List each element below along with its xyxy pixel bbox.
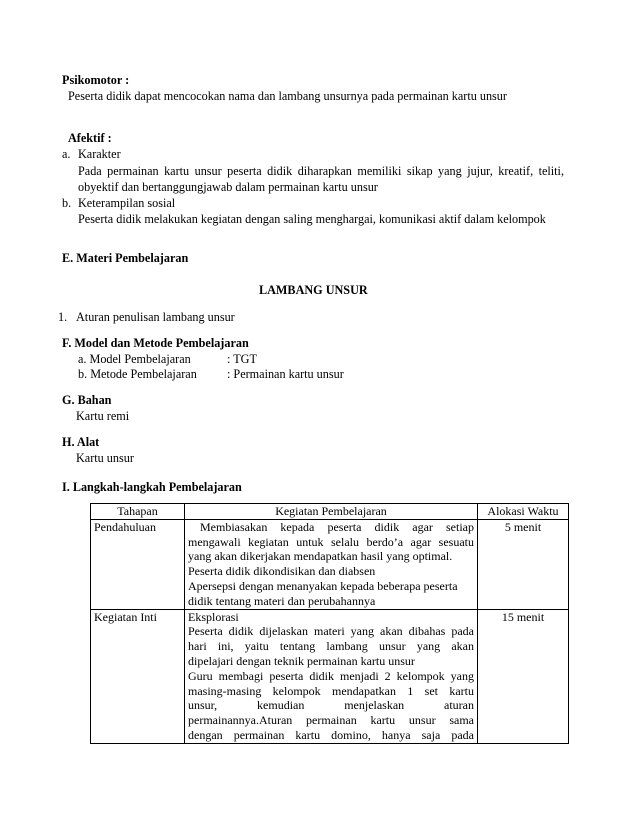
table-row bbox=[91, 609, 569, 743]
langkah-heading: I. Langkah-langkah Pembelajaran bbox=[62, 480, 242, 494]
kegiatan-line: Peserta didik dikondisikan dan diabsen bbox=[188, 564, 376, 579]
bahan-heading: G. Bahan bbox=[62, 393, 112, 407]
model-row-label-1: a. Model Pembelajaran bbox=[78, 352, 191, 366]
materi-item-marker: 1. bbox=[58, 310, 68, 324]
model-row-value-1: : TGT bbox=[227, 352, 257, 366]
row-waktu-inti: 15 menit bbox=[478, 609, 569, 743]
kegiatan-line: Eksplorasi bbox=[188, 609, 239, 624]
model-heading: F. Model dan Metode Pembelajaran bbox=[62, 336, 249, 350]
bahan-text: Kartu remi bbox=[76, 409, 130, 423]
kegiatan-line: mengawali kegiatan untuk selalu berdo’a agar sesuatu bbox=[188, 534, 474, 549]
row-tahapan-inti: Kegiatan Inti bbox=[91, 609, 185, 743]
materi-heading: E. Materi Pembelajaran bbox=[62, 251, 189, 265]
kegiatan-table bbox=[90, 503, 569, 744]
model-row-label-2: b. Metode Pembelajaran bbox=[78, 367, 197, 381]
afektif-item-marker-a: a. bbox=[62, 147, 71, 161]
afektif-item-title-sosial: Keterampilan sosial bbox=[78, 196, 176, 210]
column-header-alokasi: Alokasi Waktu bbox=[478, 504, 569, 520]
kegiatan-line: Membiasakan kepada peserta didik agar setiap bbox=[200, 519, 474, 534]
row-waktu-pendahuluan: 5 menit bbox=[478, 519, 569, 609]
afektif-item-marker-b: b. bbox=[62, 196, 72, 210]
column-header-tahapan: Tahapan bbox=[91, 504, 185, 520]
kegiatan-line: masing-masing kelompok mendapatkan 1 set kartu bbox=[188, 683, 474, 698]
afektif-karakter-line-1: Pada permainan kartu unsur peserta didik diharapkan memiliki sikap yang jujur, kreatif, teliti, bbox=[78, 164, 564, 178]
materi-item: Aturan penulisan lambang unsur bbox=[76, 310, 235, 324]
kegiatan-line: didik tentang materi dan perubahannya bbox=[188, 593, 376, 608]
afektif-sosial-line-1: Peserta didik melakukan kegiatan dengan saling menghargai, komunikasi aktif dalam kelompok bbox=[78, 212, 546, 226]
kegiatan-line: yang akan dikerjakan mendapatkan hasil yang optimal. bbox=[188, 549, 453, 564]
psikomotor-heading: Psikomotor : bbox=[62, 73, 130, 87]
kegiatan-line: dengan permainan kartu domino, hanya saja pada bbox=[188, 727, 474, 742]
kegiatan-line: hari ini, yaitu tentang lambang unsur yang akan bbox=[188, 639, 474, 654]
afektif-karakter-line-2: obyektif dan bertanggungjawab dalam permainan kartu unsur bbox=[78, 180, 378, 194]
kegiatan-line: unsur, kemudian menjelaskan aturan bbox=[188, 698, 474, 713]
kegiatan-line: Peserta didik dijelaskan materi yang akan dibahas pada bbox=[188, 624, 474, 639]
alat-text: Kartu unsur bbox=[76, 451, 134, 465]
column-header-kegiatan: Kegiatan Pembelajaran bbox=[185, 504, 478, 520]
model-row-value-2: : Permainan kartu unsur bbox=[227, 367, 344, 381]
table-header-row bbox=[91, 504, 569, 520]
kegiatan-line: Guru membagi peserta didik menjadi 2 kelompok yang bbox=[188, 668, 474, 683]
row-kegiatan-inti bbox=[185, 609, 478, 743]
afektif-item-title-karakter: Karakter bbox=[78, 147, 121, 161]
row-kegiatan-pendahuluan bbox=[185, 519, 478, 609]
table-row bbox=[91, 519, 569, 609]
kegiatan-line: dipelajari dengan teknik permainan kartu unsur bbox=[188, 653, 415, 668]
afektif-heading: Afektif : bbox=[68, 131, 112, 145]
kegiatan-line: Apersepsi dengan menanyakan kepada beberapa peserta bbox=[188, 578, 458, 593]
kegiatan-line: permainannya.Aturan permainan kartu unsur sama bbox=[188, 713, 474, 728]
row-tahapan-pendahuluan: Pendahuluan bbox=[91, 519, 185, 609]
psikomotor-text: Peserta didik dapat mencocokan nama dan lambang unsurnya pada permainan kartu unsur bbox=[68, 89, 507, 103]
materi-title: LAMBANG UNSUR bbox=[259, 283, 368, 297]
alat-heading: H. Alat bbox=[62, 435, 100, 449]
